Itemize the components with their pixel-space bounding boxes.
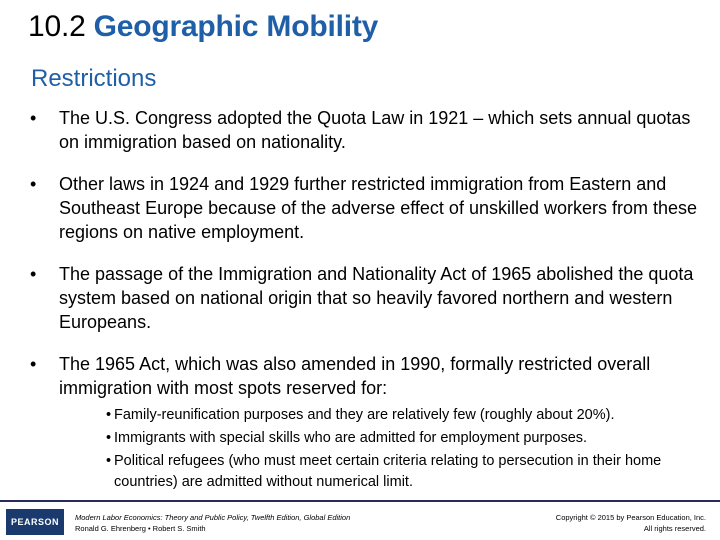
footer-rule: [0, 500, 720, 502]
bullet-item: [30, 172, 710, 244]
slide-subtitle: Restrictions: [31, 65, 157, 92]
copyright-text: Copyright © 2015 by Pearson Education, Inc.: [555, 513, 706, 522]
section-number: 10.2: [28, 10, 86, 43]
footer-citation: [75, 512, 350, 534]
rights-text: All rights reserved.: [643, 524, 706, 533]
slide-title: [28, 10, 378, 44]
sub-bullet-dot: •: [106, 430, 112, 446]
sub-bullet-dot: •: [106, 453, 112, 469]
footer-copyright: [556, 512, 706, 534]
bullet-dot: •: [30, 354, 37, 374]
sub-bullet-text: Political refugees (who must meet certain criteria relating to persecution in their home countries) are admitted without numerical limit.: [114, 453, 662, 490]
sub-bullet-item: [106, 451, 706, 493]
bullet-list: [30, 106, 710, 418]
bullet-text: The U.S. Congress adopted the Quota Law in 1921 – which sets annual quotas on immigration based on nationality.: [59, 108, 691, 152]
bullet-dot: •: [30, 174, 37, 194]
sub-bullet-text: Immigrants with special skills who are admitted for employment purposes.: [114, 430, 588, 446]
book-title: Modern Labor Economics: Theory and Public Policy, Twelfth Edition, Global Edition: [75, 513, 351, 522]
sub-bullet-dot: •: [106, 407, 112, 423]
book-authors: Ronald G. Ehrenberg • Robert S. Smith: [75, 524, 206, 533]
pearson-logo: [6, 509, 64, 535]
bullet-item: [30, 262, 710, 334]
logo-text: PEARSON: [10, 517, 59, 527]
bullet-dot: •: [30, 108, 37, 128]
bullet-text: Other laws in 1924 and 1929 further restricted immigration from Eastern and Southeast Europe because of the adverse effect of unskilled workers from these regions on native employment.: [59, 174, 698, 242]
bullet-text: The passage of the Immigration and Nationality Act of 1965 abolished the quota system based on national origin that so heavily favored northern and western Europeans.: [59, 264, 694, 332]
sub-bullet-item: [106, 405, 706, 426]
bullet-item: [30, 106, 710, 154]
sub-bullet-item: [106, 428, 706, 449]
bullet-dot: •: [30, 264, 37, 284]
bullet-text: The 1965 Act, which was also amended in 1990, formally restricted overall immigration with most spots reserved for:: [59, 354, 651, 398]
section-title: Geographic Mobility: [93, 10, 379, 43]
sub-bullet-text: Family-reunification purposes and they are relatively few (roughly about 20%).: [114, 407, 615, 423]
bullet-item: [30, 352, 710, 400]
sub-bullet-list: [106, 405, 706, 495]
